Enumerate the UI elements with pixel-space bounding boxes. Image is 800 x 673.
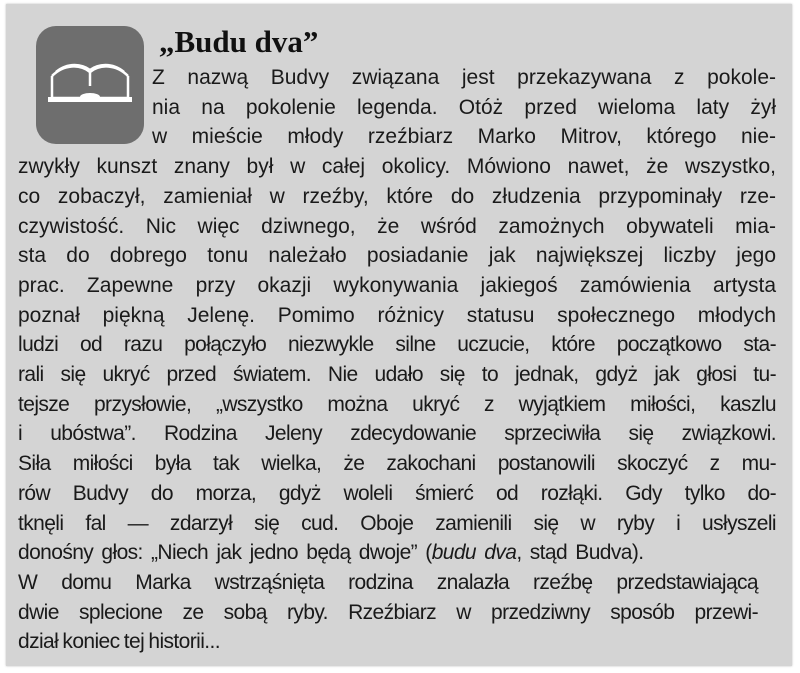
text-line: Z nazwą Budvy związana jest przekazywana z pokole- <box>152 66 776 89</box>
text-line: rali się ukryć przed światem. Nie udało się to jednak, gdyż jak głosi tu- <box>18 363 776 386</box>
text-line: w mieście młody rzeźbiarz Marko Mitrov, którego nie- <box>152 125 776 148</box>
text-line: i ubóstwa”. Rodzina Jeleny zdecydowanie sprzeciwiła się związkowi. <box>18 422 776 445</box>
text-line: czywistość. Nic więc dziwnego, że wśród zamożnych obywateli mia- <box>18 215 776 238</box>
text-line: zwykły kunszt znany był w całej okolicy. Mówiono nawet, że wszystko, <box>18 155 776 178</box>
text-line: ludzi od razu połączyło niezwykle silne uczucie, które początkowo sta- <box>18 333 776 356</box>
text-line: Siła miłości była tak wielka, że zakochani postanowili skoczyć z mu- <box>18 452 776 475</box>
text-line: sta do dobrego tonu należało posiadanie jak największej liczby jego <box>18 244 776 267</box>
text-line: tknęli fal — zdarzył się cud. Oboje zamienili się w ryby i usłyszeli <box>18 512 776 535</box>
text-line: dział koniec tej historii... <box>18 630 220 653</box>
section-title: „Budu dva” <box>159 24 319 59</box>
text-line: tejsze przysłowie, „wszystko można ukryć z wyjątkiem miłości, kaszlu <box>18 393 776 416</box>
text-line: dwie splecione ze sobą ryby. Rzeźbiarz w przedziwny sposób przewi- <box>18 601 758 624</box>
text-line: nia na pokolenie legenda. Otóż przed wieloma laty żył <box>152 96 776 119</box>
text-line: poznał piękną Jelenę. Pomimo różnicy statusu społecznego młodych <box>18 304 776 327</box>
line17-before: donośny głos: „Niech jak jedno będą dwoje” ( <box>18 541 432 564</box>
text-line: prac. Zapewne przy okazji wykonywania jakiegoś zamówienia artysta <box>18 274 776 297</box>
text-line: W domu Marka wstrząśnięta rodzina znalazła rzeźbę przedstawiającą <box>18 571 758 594</box>
text-line: rów Budvy do morza, gdyż woleli śmierć od rozłąki. Gdy tylko do- <box>18 482 776 505</box>
text-line: co zobaczył, zamieniał w rzeźby, które do złudzenia przypominały rze- <box>18 185 776 208</box>
line17-italic: budu dva <box>431 541 517 564</box>
text-line <box>18 538 752 568</box>
line17-after: , stąd Budva). <box>516 541 644 564</box>
open-book-icon <box>36 26 144 144</box>
